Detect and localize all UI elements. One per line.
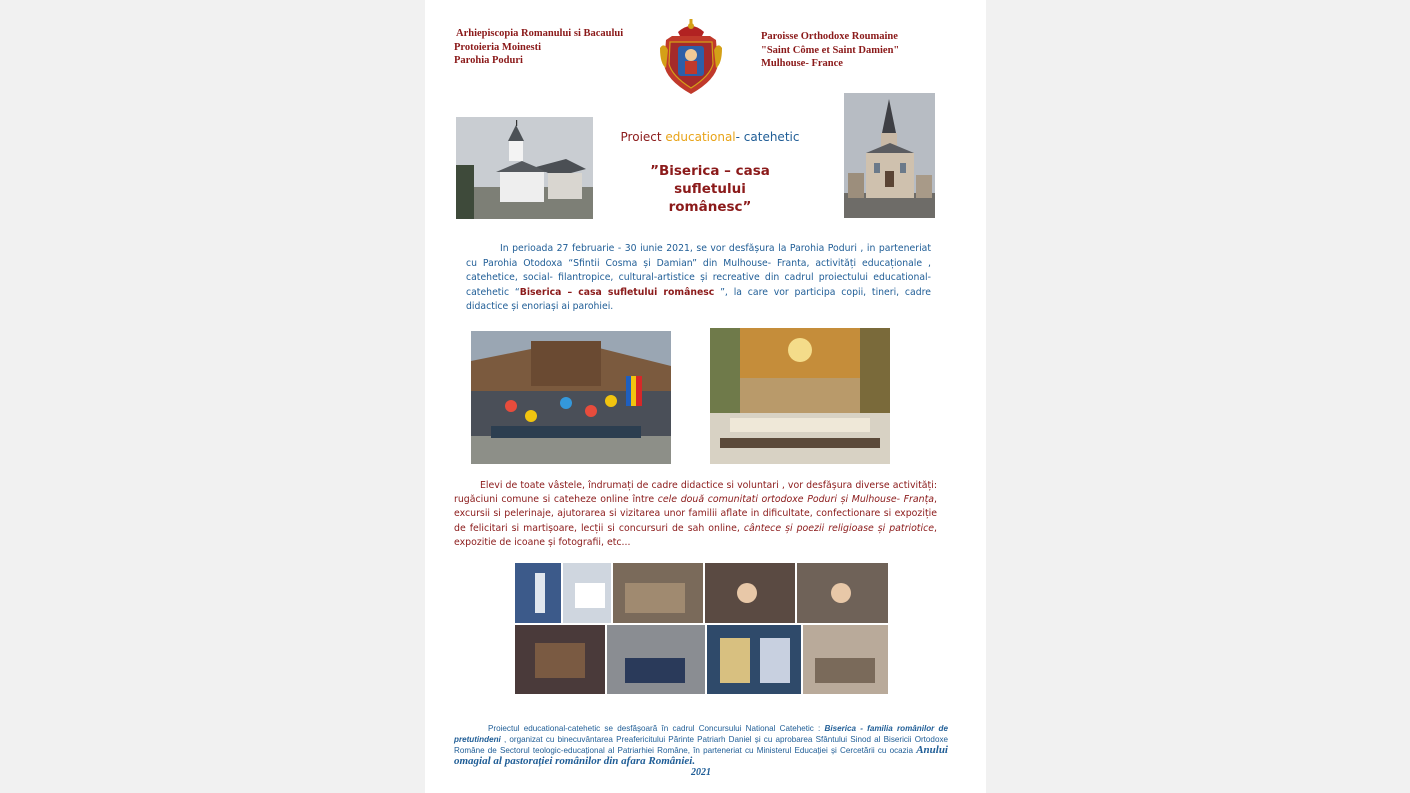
project-title xyxy=(615,162,805,216)
activities-text-a: Elevi de toate vâstele, îndrumați de cadre didactice si voluntari , vor desfășura diverse activități: rugăciuni comune si cateheze online între xyxy=(454,480,937,506)
header-right xyxy=(761,30,899,71)
project-title-line1: ”Biserica – casa sufletului xyxy=(650,163,770,197)
contest-text-omagial: Anului omagial al pastorației românilor din afara României. xyxy=(454,744,948,767)
contest-text-highlight: Biserica - familia românilor de pretutindeni xyxy=(454,724,949,744)
header-right-line1: Paroisse Orthodoxe Roumaine xyxy=(761,31,898,42)
intro-text-a: In perioada 27 februarie - 30 iunie 2021, se vor desfășura la Parohia Poduri , in parteneriat cu Parohia Otodoxa “Sfintii Cosma și Damian” din Mulhouse- Franta, activități educaționale , catehetice, social- filantropice, cultural-artistice și recreative din cadrul proiectului educational-catehetic “ xyxy=(466,243,931,298)
church-interior-photo xyxy=(710,328,890,464)
project-word-proiect: Proiect xyxy=(620,130,666,144)
group-outdoor-photo xyxy=(471,331,671,464)
activities-text-italic-1: cele două comunitati ortodoxe Poduri și Mulhouse- Franța xyxy=(657,494,935,506)
header-left-line1: Arhiepiscopia Romanului si Bacaului xyxy=(456,28,624,39)
project-word-educational: educational xyxy=(665,130,736,144)
header-right-line2: "Saint Côme et Saint Damien" xyxy=(761,44,900,56)
header-left xyxy=(456,27,623,68)
project-word-catehetic: - catehetic xyxy=(735,130,800,144)
project-title-line2: românesc” xyxy=(668,199,752,215)
activities-text-c: , excursii si pelerinaje, ajutorarea si vizitarea unor familii aflate in dificultate, confectionare si expoziție de felicitari si martișoare, lecții si concursuri de sah online, xyxy=(454,494,937,534)
mulhouse-church-photo xyxy=(844,93,935,218)
activities-photo-collage xyxy=(515,563,888,694)
contest-year: 2021 xyxy=(691,767,711,778)
contest-text-c: , organizat cu binecuvântarea Preafericitului Părinte Patriarh Daniel și cu aprobarea Sfântului Sinod al Bisericii Ortodoxe Române de Sectorul teologic-educațional al Patriarhiei Române, în parteneriat cu Ministerul Educației și Cercetării cu ocazia xyxy=(454,735,948,755)
header-left-line3: Parohia Poduri xyxy=(454,55,523,66)
activities-text-e: , expozitie de icoane și fotografii, etc... xyxy=(454,522,937,548)
header-right-line3: Mulhouse- France xyxy=(761,58,843,69)
archdiocese-crest-image xyxy=(658,18,724,96)
contest-text-a: Proiectul educational-catehetic se desfășoară în cadrul Concursului National Catehetic : xyxy=(488,724,825,733)
activities-text-italic-2: cântece și poezii religioase și patriotice xyxy=(743,522,935,534)
header-left-line2: Protoieria Moinesti xyxy=(454,41,541,53)
poduri-church-photo xyxy=(456,117,593,219)
intro-text-highlight: Biserica – casa sufletului românesc xyxy=(519,286,715,298)
activities-paragraph xyxy=(454,479,937,550)
document-page xyxy=(425,0,986,793)
project-label xyxy=(575,130,845,144)
intro-paragraph xyxy=(466,242,931,315)
contest-paragraph xyxy=(454,723,948,778)
intro-text-c: ”, la care vor participa copii, tineri, cadre didactice și enoriași ai parohiei. xyxy=(466,286,931,312)
